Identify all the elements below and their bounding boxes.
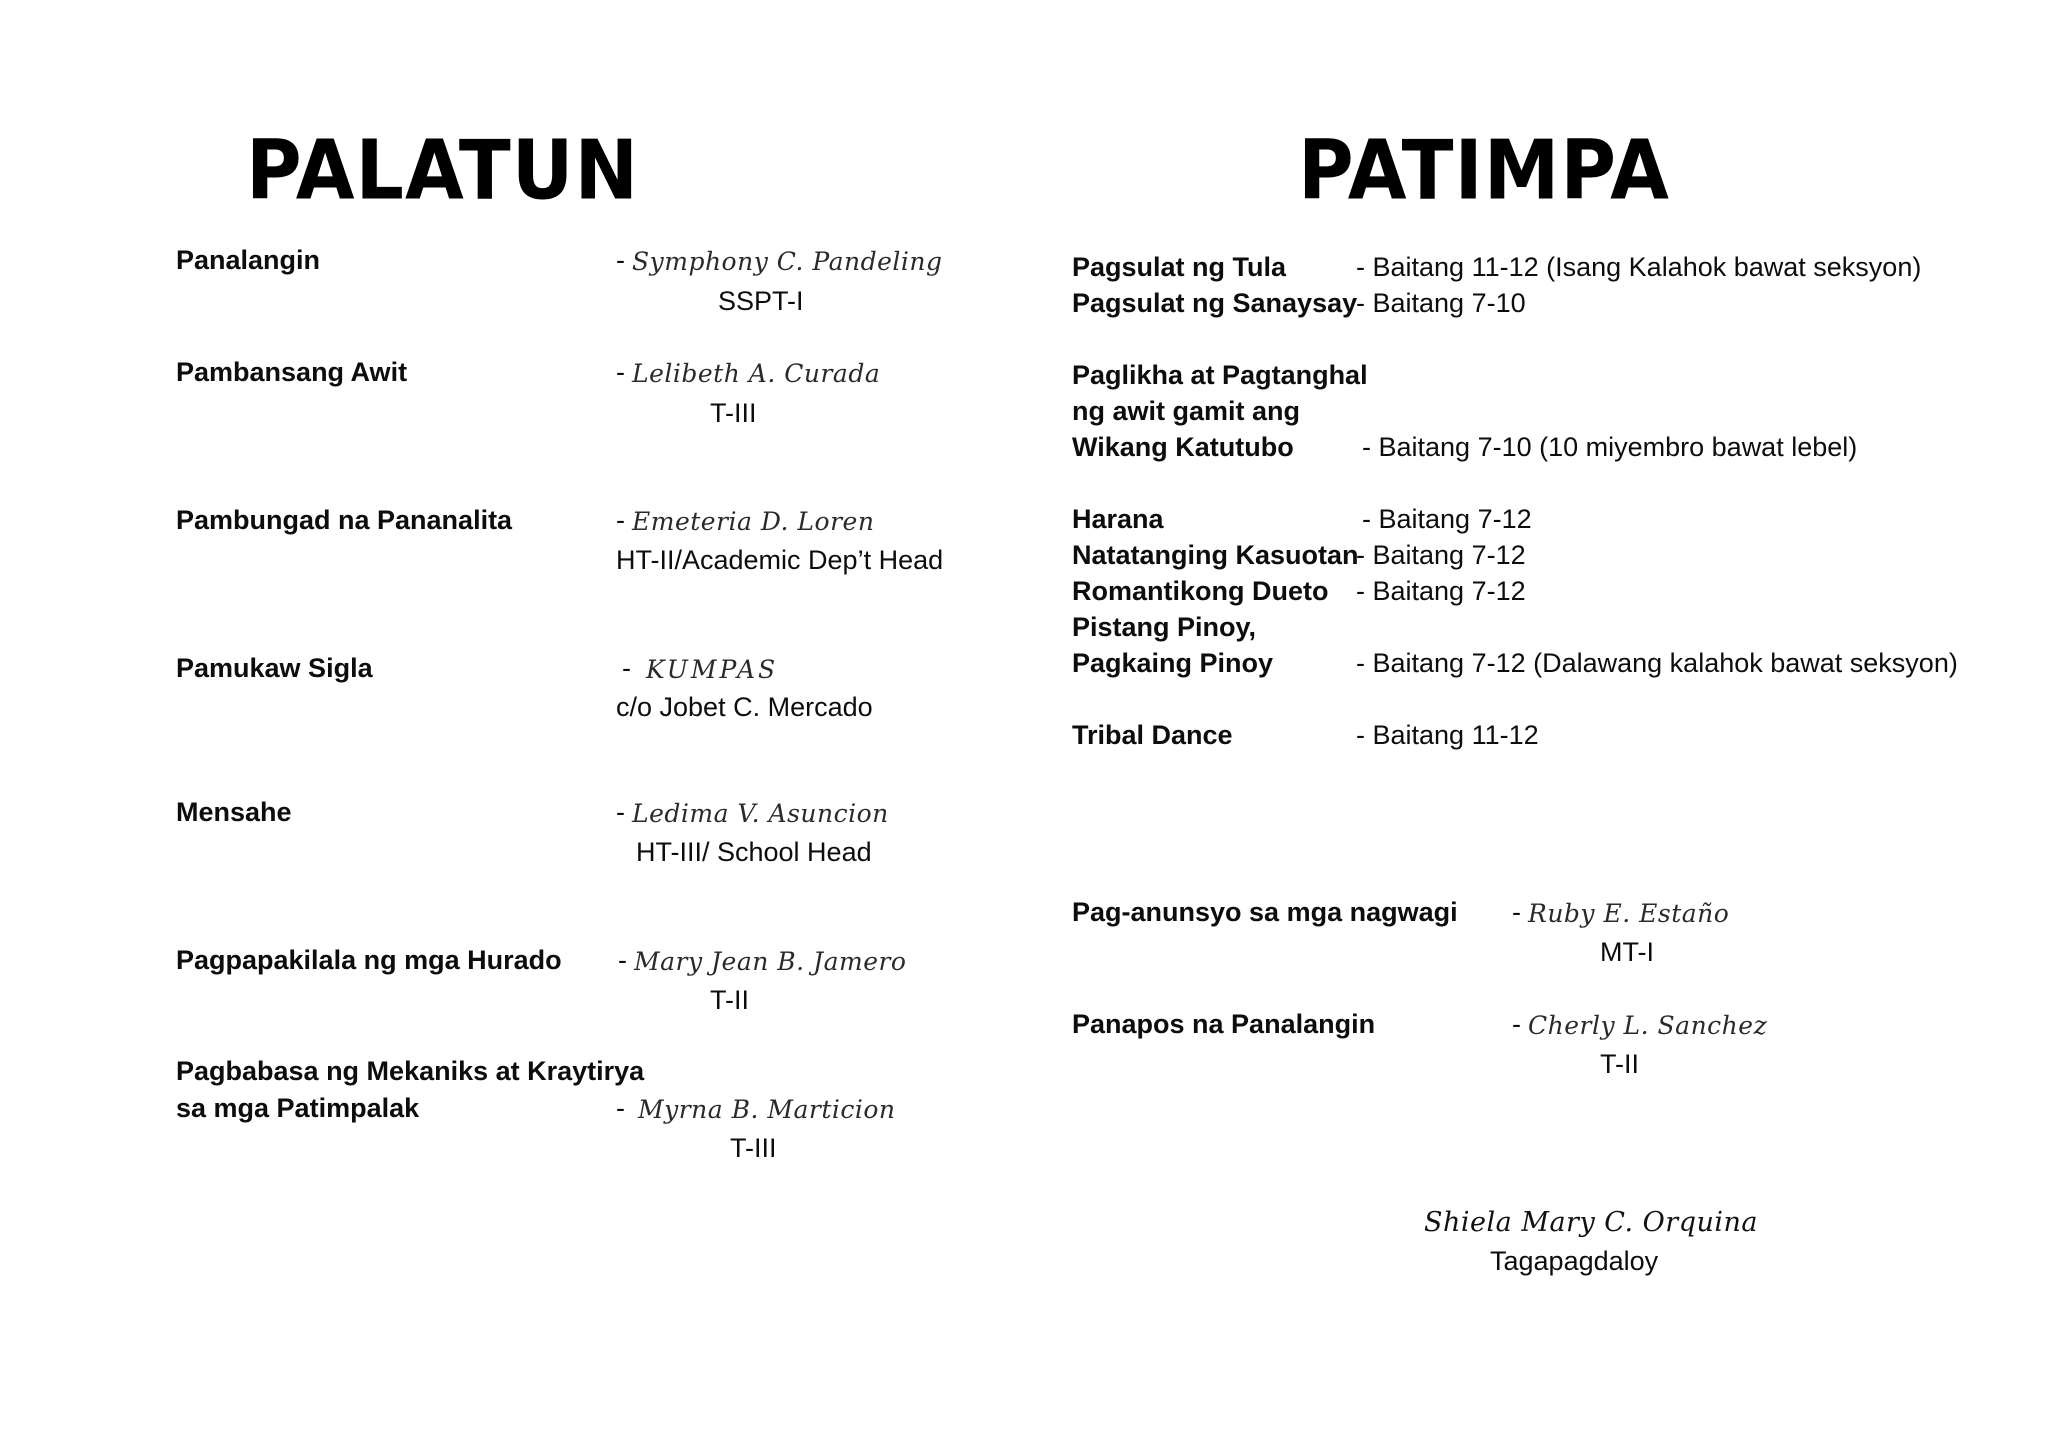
- program-label: Mensahe: [176, 797, 292, 827]
- contest-detail: - Baitang 7-12: [1356, 540, 1526, 570]
- contest-label: Romantikong Dueto: [1072, 576, 1329, 606]
- program-label-continued: sa mga Patimpalak: [176, 1093, 420, 1123]
- person-role: T-III: [710, 398, 757, 428]
- contest-label: Paglikha at Pagtanghal: [1072, 360, 1368, 390]
- program-label: Panalangin: [176, 245, 321, 275]
- contest-detail: - Baitang 11-12 (Isang Kalahok bawat seksyon): [1356, 252, 1922, 282]
- dash: -: [616, 357, 625, 387]
- group-name: KUMPAS: [646, 655, 779, 684]
- program-label: Pagpapakilala ng mga Hurado: [176, 945, 562, 975]
- person-role: HT-II/Academic Dep’t Head: [616, 545, 944, 575]
- person-name: Mary Jean B. Jamero: [634, 947, 907, 976]
- contest-detail: - Baitang 11-12: [1356, 720, 1539, 750]
- contest-label: Pagsulat ng Tula: [1072, 252, 1287, 282]
- contest-label: Natatanging Kasuotan: [1072, 540, 1359, 570]
- program-label: Panapos na Panalangin: [1072, 1009, 1376, 1039]
- person-role: HT-III/ School Head: [636, 837, 872, 867]
- patimpa-title: PATIMPA: [1298, 122, 1670, 219]
- dash: -: [1512, 897, 1521, 927]
- person-name: Ledima V. Asuncion: [632, 799, 889, 828]
- person-role: SSPT-I: [718, 286, 804, 316]
- palatun-title: PALATUN: [246, 122, 640, 219]
- dash: -: [616, 505, 625, 535]
- dash: -: [622, 653, 631, 683]
- person-role: T-III: [730, 1133, 777, 1163]
- contest-label: Wikang Katutubo: [1072, 432, 1294, 462]
- person-name: Cherly L. Sanchez: [1528, 1011, 1768, 1040]
- person-role: T-II: [1600, 1049, 1639, 1079]
- contest-label: Pagkaing Pinoy: [1072, 648, 1274, 678]
- contest-label: Tribal Dance: [1072, 720, 1233, 750]
- contest-detail: - Baitang 7-10: [1356, 288, 1526, 318]
- program-label: Pagbabasa ng Mekaniks at Kraytirya: [176, 1056, 645, 1086]
- contest-detail: - Baitang 7-12: [1356, 576, 1526, 606]
- host-name: Shiela Mary C. Orquina: [1424, 1207, 1758, 1238]
- person-name: Ruby E. Estaño: [1528, 899, 1730, 928]
- contest-detail: - Baitang 7-12 (Dalawang kalahok bawat seksyon): [1356, 648, 1958, 678]
- program-label: Pag-anunsyo sa mga nagwagi: [1072, 897, 1458, 927]
- contest-detail: - Baitang 7-10 (10 miyembro bawat lebel): [1362, 432, 1858, 462]
- person-name: Emeteria D. Loren: [632, 507, 875, 536]
- dash: -: [1512, 1009, 1521, 1039]
- dash: -: [616, 245, 625, 275]
- contest-label: Harana: [1072, 504, 1164, 534]
- person-role: MT-I: [1600, 937, 1654, 967]
- contest-label: ng awit gamit ang: [1072, 396, 1301, 426]
- contest-label: Pagsulat ng Sanaysay: [1072, 288, 1358, 318]
- person-name: Symphony C. Pandeling: [632, 247, 943, 276]
- program-label: Pambansang Awit: [176, 357, 408, 387]
- contest-label: Pistang Pinoy,: [1072, 612, 1257, 642]
- person-name: Myrna B. Marticion: [638, 1095, 896, 1124]
- program-label: Pambungad na Pananalita: [176, 505, 513, 535]
- dash: -: [618, 945, 627, 975]
- program-label: Pamukaw Sigla: [176, 653, 373, 683]
- person-role: c/o Jobet C. Mercado: [616, 692, 873, 722]
- dash: -: [616, 1093, 625, 1123]
- host-role: Tagapagdaloy: [1490, 1246, 1659, 1276]
- contest-detail: - Baitang 7-12: [1362, 504, 1532, 534]
- person-role: T-II: [710, 985, 749, 1015]
- person-name: Lelibeth A. Curada: [632, 359, 881, 388]
- dash: -: [616, 797, 625, 827]
